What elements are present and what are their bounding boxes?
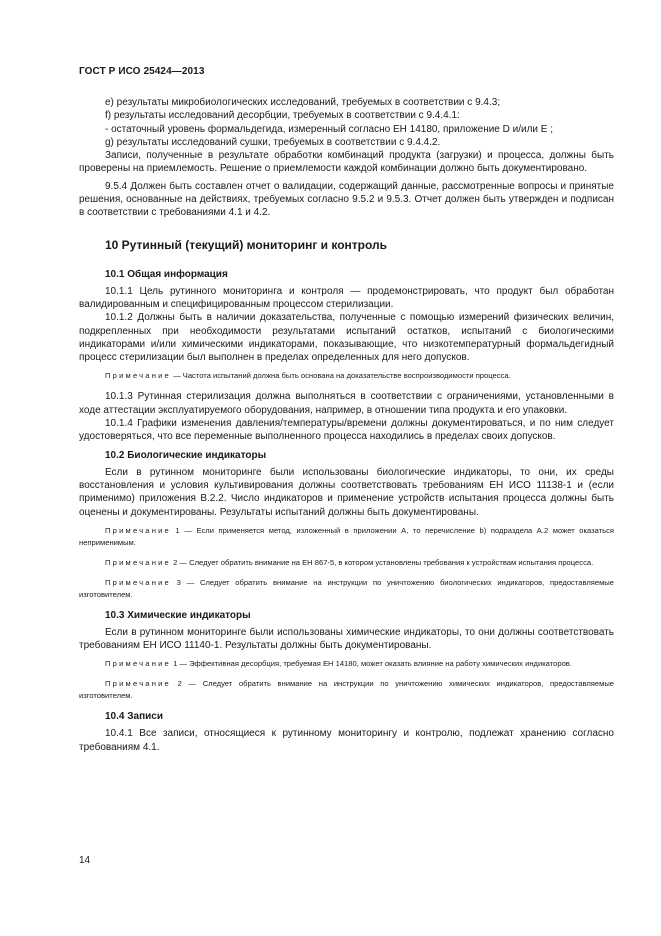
- paragraph-10-1-4: 10.1.4 Графики изменения давления/температуры/времени должны документироваться, и по ним следует удостоверяться, что все переменные выполненного процесса находились в пределах своих допусков.: [79, 418, 614, 443]
- page-number: 14: [79, 855, 91, 866]
- paragraph-10-4-1: 10.4.1 Все записи, относящиеся к рутинному мониторингу и контролю, подлежат хранению согласно требованиям 4.1.: [79, 728, 614, 753]
- subsection-heading-10-1: 10.1 Общая информация: [105, 268, 228, 280]
- subsection-heading-10-2: 10.2 Биологические индикаторы: [105, 449, 267, 461]
- note-10-1: [79, 370, 614, 382]
- list-item-e: е) результаты микробиологических исследований, требуемых в соответствии с 9.4.3;: [105, 97, 501, 108]
- note-text: 2 — Следует обратить внимание на инструкции по уничтожению химических индикаторов, предоставляемые изготовителем.: [79, 679, 614, 701]
- document-header: ГОСТ Р ИСО 25424—2013: [79, 66, 205, 77]
- paragraph-10-3: Если в рутинном мониторинге были использованы химические индикаторы, то они должны соответствовать требованиям ЕН ИСО 11140-1. Результаты должны быть документированы.: [79, 626, 614, 652]
- paragraph-10-1-1: 10.1.1 Цель рутинного мониторинга и контроля — продемонстрировать, что продукт был обработан валидированным и специфицированным процессом стерилизации.: [79, 285, 614, 310]
- note-10-2-1: [79, 525, 614, 549]
- paragraph-10-1-3: 10.1.3 Рутинная стерилизация должна выполняться в соответствии с ограничениями, установленными в ходе аттестации эксплуатируемого оборудования, например, в отношении типа продукта и его упаковки.: [79, 391, 614, 416]
- subsection-heading-10-3: 10.3 Химические индикаторы: [105, 609, 251, 621]
- note-10-3-2: [79, 678, 614, 702]
- paragraph-9-5-4: 9.5.4 Должен быть составлен отчет о валидации, содержащий данные, рассмотренные вопросы и принятые решения, основанные на действиях, требуемых согласно 9.5.2 и 9.5.3. Отчет должен быть утвержден и подписан в соответствии с требованиями 4.1 и 4.2.: [79, 180, 614, 219]
- note-10-3-1: [79, 658, 614, 670]
- note-label: Примечание: [105, 659, 171, 669]
- section-heading-10: 10 Рутинный (текущий) мониторинг и контроль: [105, 237, 388, 252]
- subsection-heading-10-4: 10.4 Записи: [105, 711, 163, 723]
- note-label: Примечание: [105, 679, 171, 689]
- note-text: — Частота испытаний должна быть основана на доказательстве воспроизводимости процесса.: [170, 371, 511, 381]
- note-text: 2 — Следует обратить внимание на ЕН 867-5, в котором установлены требования к устройствам испытания процесса.: [170, 557, 594, 567]
- list-item-dash: - остаточный уровень формальдегида, измеренный согласно ЕН 14180, приложение D и/или E ;: [105, 123, 554, 135]
- list-item-f: f) результаты исследований десорбции, требуемых в соответствии с 9.4.4.1:: [105, 110, 460, 122]
- note-text: 1 — Если применяется метод, изложенный в приложении А, то перечисление b) подраздела А.2 может оказаться неприменимым.: [79, 525, 614, 547]
- document-body: [79, 96, 614, 754]
- note-10-2-2: [79, 557, 614, 569]
- note-label: Примечание: [105, 525, 171, 535]
- note-10-2-3: [79, 577, 614, 601]
- list-item-g: g) результаты исследований сушки, требуемых в соответствии с 9.4.4.2.: [105, 136, 441, 148]
- note-label: Примечание: [105, 557, 171, 567]
- note-label: Примечание: [105, 371, 171, 381]
- note-label: Примечание: [105, 577, 171, 587]
- paragraph-records: Записи, полученные в результате обработки комбинаций продукта (загрузки) и процесса, должны быть проверены на приемлемость. Решение о приемлемости каждой комбинации должно быть документировано.: [79, 150, 614, 175]
- paragraph-10-2: Если в рутинном мониторинге были использованы биологические индикаторы, то они, их среды восстановления и условия культивирования должны соответствовать требованиям ЕН ИСО 11138-1 и (если применимо) приложения В.2.2. Число индикаторов и применение устройств испытания процесса должны быть оценены и документированы. Результаты испытаний должны быть документированы.: [79, 466, 614, 518]
- paragraph-10-1-2: 10.1.2 Должны быть в наличии доказательства, полученные с помощью измерений физических величин, подкрепленных при необходимости результатами испытаний остатков, испытаний с биологическими индикаторами и/или химическими индикаторами, показывающие, что низкотемпературный формальдегидный процесс стерилизации был выполнен в пределах определенных для него допусков.: [79, 312, 614, 364]
- note-text: 3 — Следует обратить внимание на инструкции по уничтожению биологических индикаторов, предоставляемые изготовителем.: [79, 577, 614, 599]
- note-text: 1 — Эффективная десорбция, требуемая ЕН 14180, может оказать влияние на работу химических индикаторов.: [170, 659, 572, 669]
